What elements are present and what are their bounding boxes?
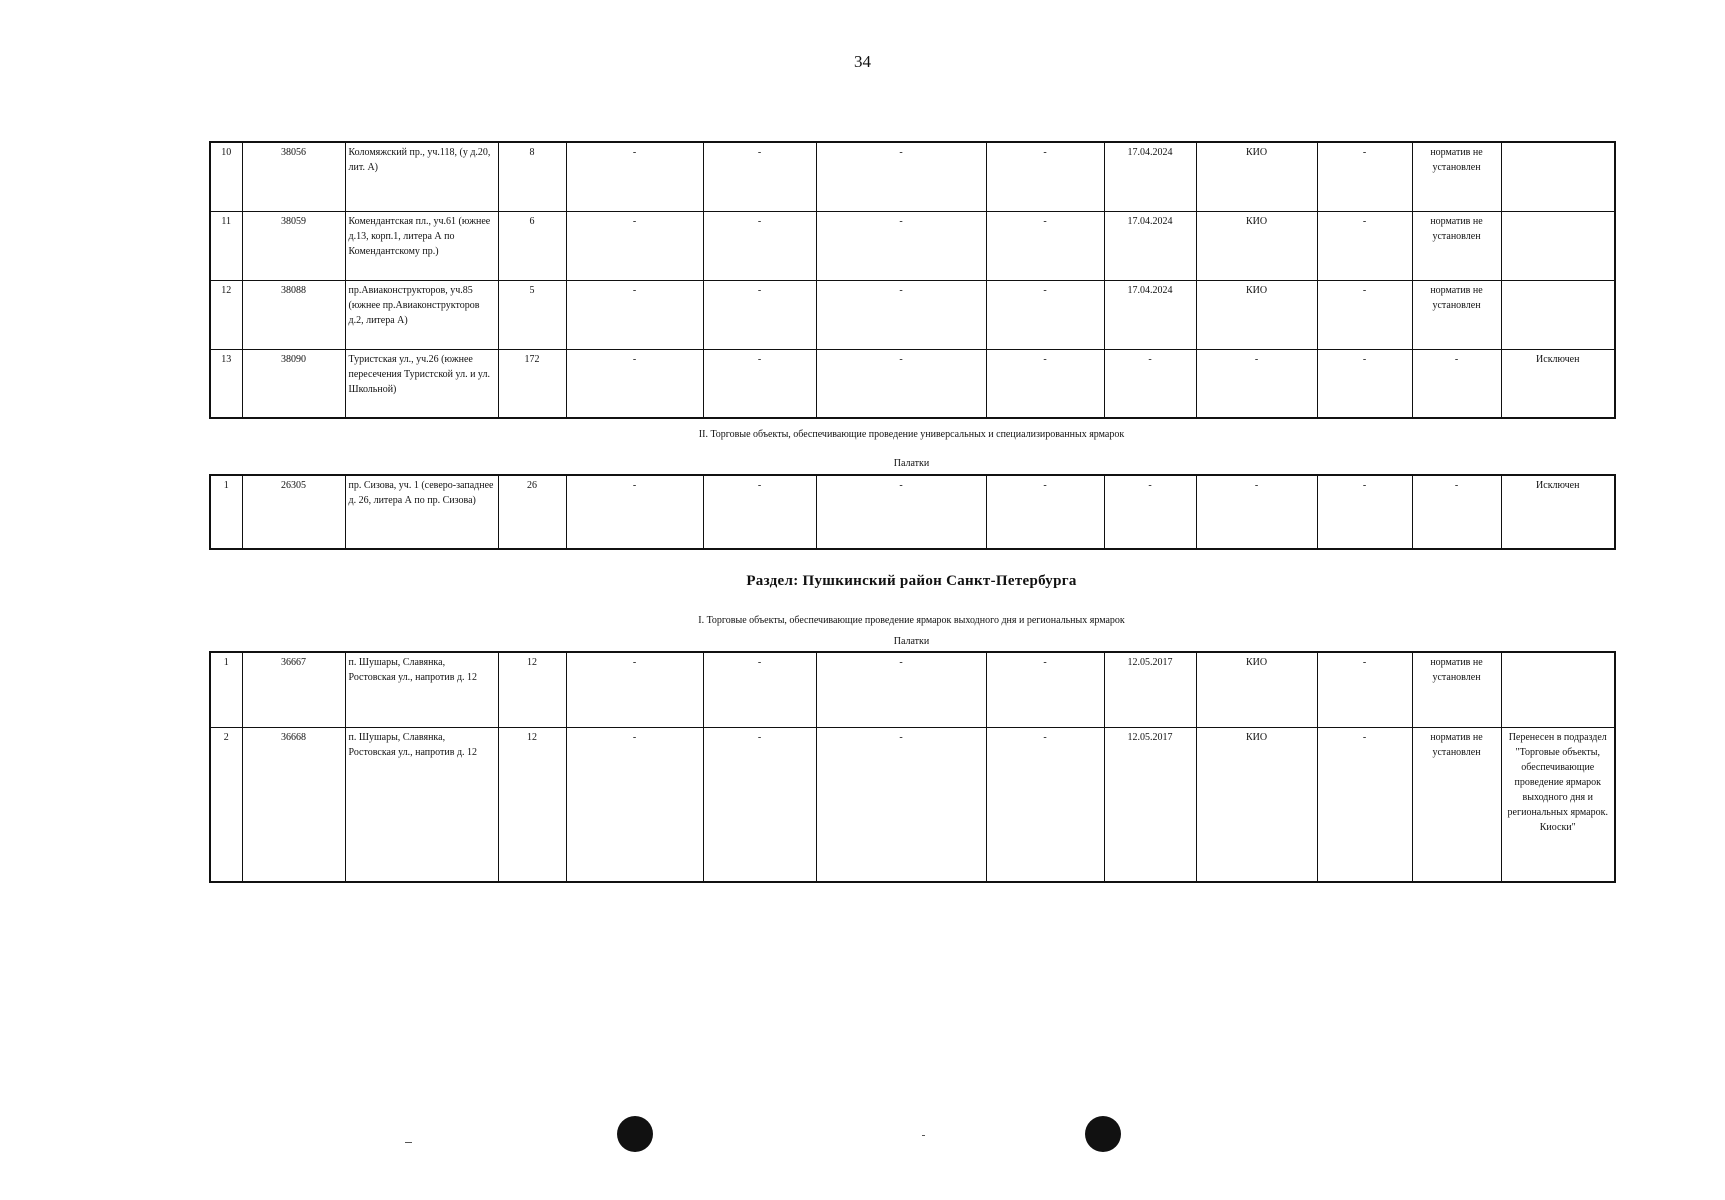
cell-col-7: -	[816, 211, 986, 280]
cell-col-8: -	[986, 727, 1104, 882]
cell-date: 17.04.2024	[1104, 142, 1196, 211]
cell-col-8: -	[986, 475, 1104, 549]
cell-area: 12	[498, 652, 566, 727]
cell-object-id: 38059	[242, 211, 345, 280]
cell-col-7: -	[816, 652, 986, 727]
cell-col-11: -	[1317, 475, 1412, 549]
cell-authority: КИО	[1196, 142, 1317, 211]
cell-object-id: 36668	[242, 727, 345, 882]
cell-col-7: -	[816, 280, 986, 349]
objects-table-universal-fairs	[209, 474, 1616, 550]
cell-col-5: -	[566, 652, 703, 727]
cell-col-7: -	[816, 349, 986, 418]
object-type-label-tents: Палатки	[893, 458, 930, 469]
scan-speck	[405, 1142, 412, 1143]
cell-address: п. Шушары, Славянка, Ростовская ул., напротив д. 12	[345, 652, 498, 727]
cell-norm-status: норматив не установлен	[1412, 211, 1501, 280]
cell-authority: КИО	[1196, 211, 1317, 280]
cell-object-id: 26305	[242, 475, 345, 549]
cell-date: 17.04.2024	[1104, 280, 1196, 349]
cell-area: 5	[498, 280, 566, 349]
cell-col-11: -	[1317, 727, 1412, 882]
cell-col-11: -	[1317, 280, 1412, 349]
cell-col-8: -	[986, 652, 1104, 727]
cell-area: 6	[498, 211, 566, 280]
cell-col-5: -	[566, 280, 703, 349]
scan-speck	[922, 1135, 925, 1136]
cell-date: -	[1104, 349, 1196, 418]
cell-date: -	[1104, 475, 1196, 549]
punch-hole-left	[617, 1116, 653, 1152]
cell-col-11: -	[1317, 142, 1412, 211]
cell-address: Коломяжский пр., уч.118, (у д.20, лит. А)	[345, 142, 498, 211]
cell-col-6: -	[703, 211, 816, 280]
table-row	[210, 280, 1615, 349]
cell-col-7: -	[816, 727, 986, 882]
object-type-label-tents-2: Палатки	[893, 636, 930, 647]
cell-note: Исключен	[1501, 349, 1615, 418]
cell-area: 26	[498, 475, 566, 549]
cell-object-id: 38088	[242, 280, 345, 349]
cell-col-6: -	[703, 142, 816, 211]
cell-norm-status: норматив не установлен	[1412, 652, 1501, 727]
cell-row-number: 11	[210, 211, 242, 280]
cell-object-id: 38056	[242, 142, 345, 211]
subsection-title-weekend-fairs: I. Торговые объекты, обеспечивающие проведение ярмарок выходного дня и региональных ярмарок	[698, 615, 1125, 626]
cell-col-11: -	[1317, 652, 1412, 727]
cell-date: 17.04.2024	[1104, 211, 1196, 280]
cell-col-6: -	[703, 349, 816, 418]
cell-col-8: -	[986, 142, 1104, 211]
cell-norm-status: норматив не установлен	[1412, 727, 1501, 882]
cell-row-number: 10	[210, 142, 242, 211]
punch-hole-right	[1085, 1116, 1121, 1152]
cell-note	[1501, 142, 1615, 211]
cell-row-number: 12	[210, 280, 242, 349]
cell-authority: -	[1196, 475, 1317, 549]
cell-col-8: -	[986, 280, 1104, 349]
cell-object-id: 38090	[242, 349, 345, 418]
cell-col-5: -	[566, 142, 703, 211]
cell-address: пр. Сизова, уч. 1 (северо-западнее д. 26, литера А по пр. Сизова)	[345, 475, 498, 549]
table-row	[210, 475, 1615, 549]
cell-col-11: -	[1317, 211, 1412, 280]
subsection-title-universal-fairs: II. Торговые объекты, обеспечивающие проведение универсальных и специализированных ярмарок	[698, 429, 1125, 440]
cell-col-6: -	[703, 652, 816, 727]
cell-row-number: 2	[210, 727, 242, 882]
cell-row-number: 13	[210, 349, 242, 418]
cell-authority: КИО	[1196, 727, 1317, 882]
cell-address: Туристская ул., уч.26 (южнее пересечения Туристской ул. и ул. Школьной)	[345, 349, 498, 418]
cell-note: Исключен	[1501, 475, 1615, 549]
cell-note	[1501, 652, 1615, 727]
cell-col-5: -	[566, 211, 703, 280]
cell-note: Перенесен в подраздел "Торговые объекты, обеспечивающие проведение ярмарок выходного дня и региональных ярмарок. Киоски"	[1501, 727, 1615, 882]
table-row	[210, 142, 1615, 211]
cell-col-8: -	[986, 211, 1104, 280]
table-row	[210, 349, 1615, 418]
table-row	[210, 727, 1615, 882]
objects-table-kalininsky	[209, 141, 1616, 419]
cell-col-5: -	[566, 727, 703, 882]
cell-norm-status: -	[1412, 475, 1501, 549]
cell-address: Комендантская пл., уч.61 (южнее д.13, корп.1, литера А по Комендантскому пр.)	[345, 211, 498, 280]
cell-area: 8	[498, 142, 566, 211]
table-row	[210, 211, 1615, 280]
table-row	[210, 652, 1615, 727]
section-title-pushkinsky-district: Раздел: Пушкинский район Санкт-Петербурга	[746, 573, 1077, 589]
cell-row-number: 1	[210, 652, 242, 727]
cell-date: 12.05.2017	[1104, 652, 1196, 727]
cell-col-8: -	[986, 349, 1104, 418]
cell-note	[1501, 211, 1615, 280]
cell-note	[1501, 280, 1615, 349]
cell-col-5: -	[566, 349, 703, 418]
cell-authority: КИО	[1196, 652, 1317, 727]
cell-norm-status: -	[1412, 349, 1501, 418]
cell-norm-status: норматив не установлен	[1412, 142, 1501, 211]
cell-col-6: -	[703, 727, 816, 882]
cell-date: 12.05.2017	[1104, 727, 1196, 882]
cell-authority: КИО	[1196, 280, 1317, 349]
cell-area: 172	[498, 349, 566, 418]
cell-authority: -	[1196, 349, 1317, 418]
page-number: 34	[854, 52, 871, 71]
cell-address: п. Шушары, Славянка, Ростовская ул., напротив д. 12	[345, 727, 498, 882]
objects-table-pushkinsky	[209, 651, 1616, 883]
cell-col-6: -	[703, 280, 816, 349]
cell-row-number: 1	[210, 475, 242, 549]
cell-norm-status: норматив не установлен	[1412, 280, 1501, 349]
cell-object-id: 36667	[242, 652, 345, 727]
cell-col-5: -	[566, 475, 703, 549]
cell-col-7: -	[816, 475, 986, 549]
cell-col-11: -	[1317, 349, 1412, 418]
cell-col-7: -	[816, 142, 986, 211]
cell-address: пр.Авиаконструкторов, уч.85 (южнее пр.Авиаконструкторов д.2, литера А)	[345, 280, 498, 349]
cell-area: 12	[498, 727, 566, 882]
cell-col-6: -	[703, 475, 816, 549]
